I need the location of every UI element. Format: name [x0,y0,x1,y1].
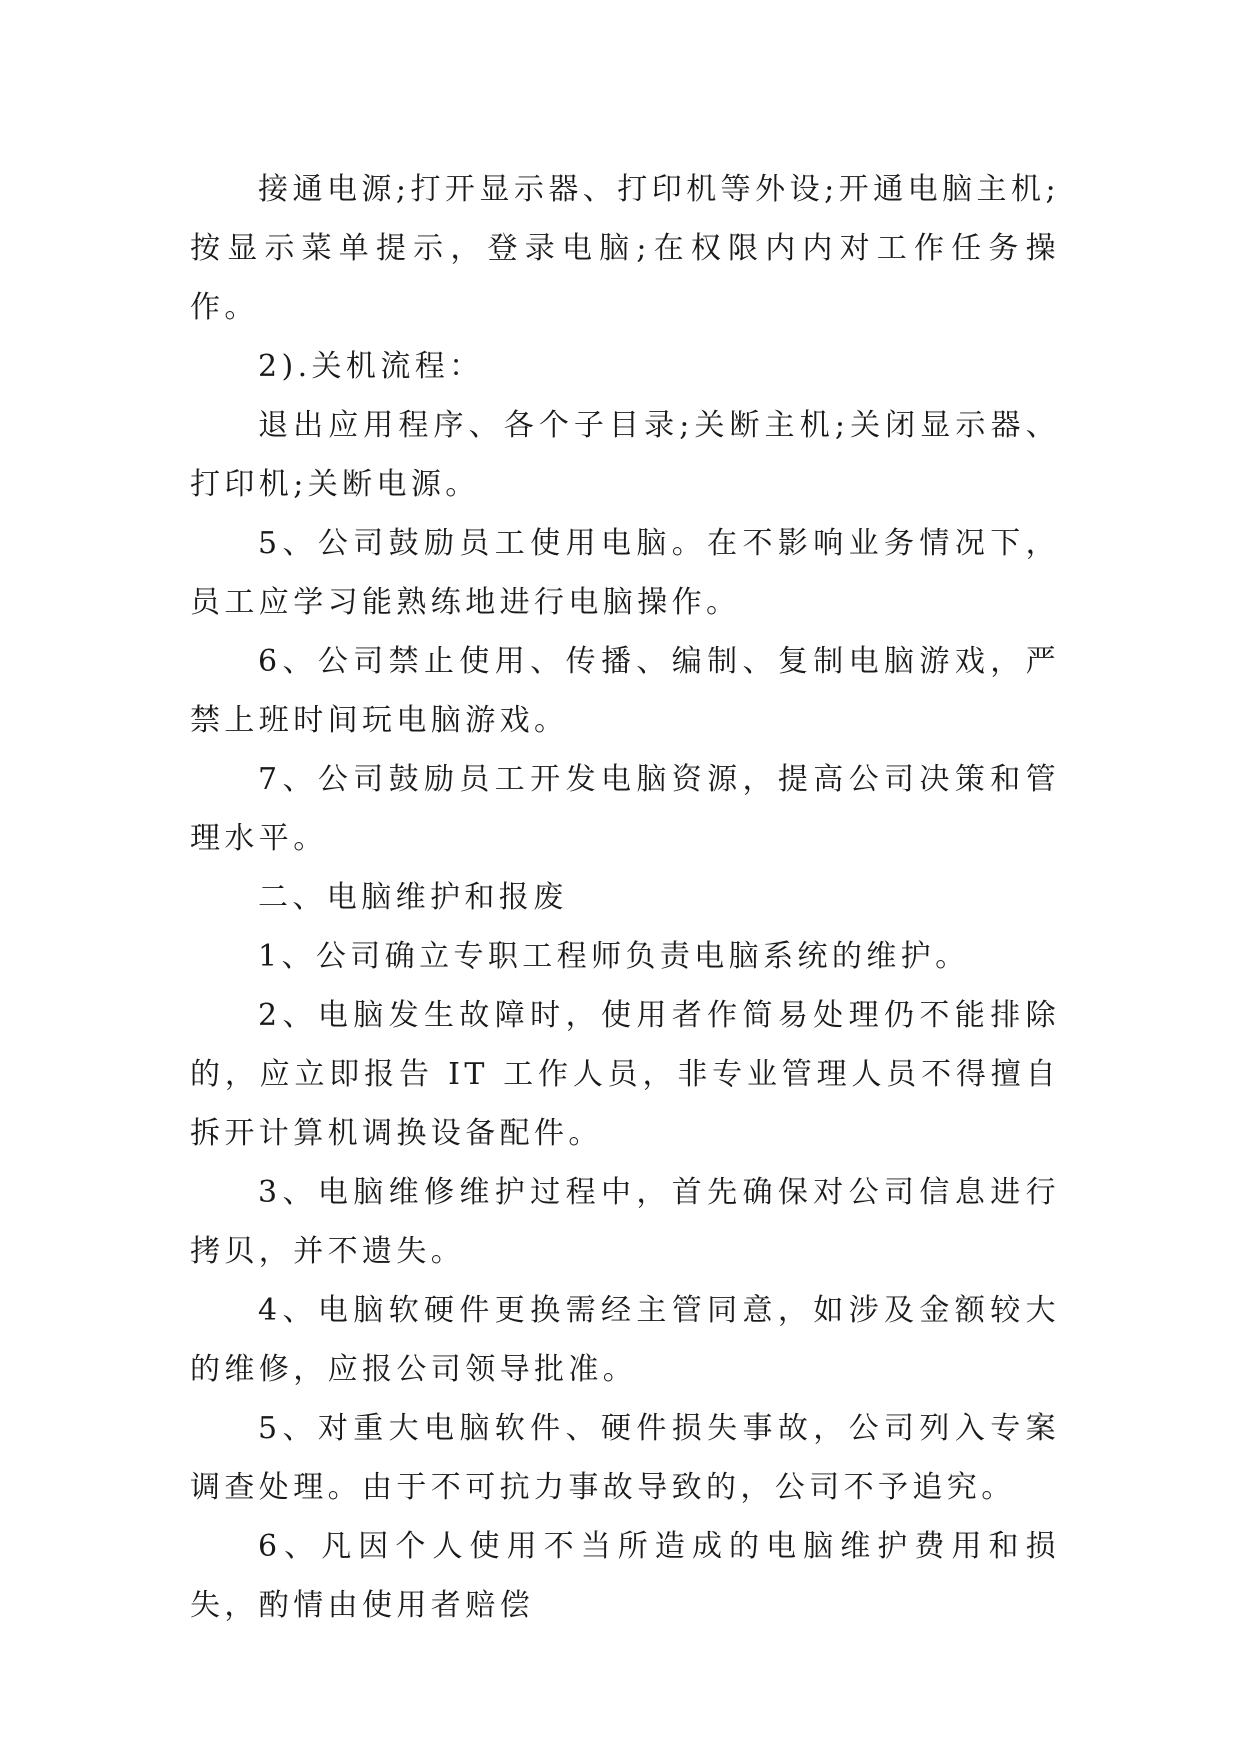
paragraph-shutdown-heading: 2).关机流程： [258,349,484,384]
paragraph-shutdown-steps: 退出应用程序、各个子目录;关断主机;关闭显示器、打印机;关断电源。 [190,408,1060,502]
paragraph-startup-steps: 接通电源;打开显示器、打印机等外设;开通电脑主机;按显示菜单提示，登录电脑;在权限内内对工作任务操作。 [190,172,1060,325]
paragraph-rule-5: 5、公司鼓励员工使用电脑。在不影响业务情况下，员工应学习能熟练地进行电脑操作。 [190,526,1060,620]
paragraph-maintenance-5: 5、对重大电脑软件、硬件损失事故，公司列入专案调查处理。由于不可抗力事故导致的，公司不予追究。 [190,1411,1060,1505]
section-heading-maintenance: 二、电脑维护和报废 [258,880,568,915]
paragraph-maintenance-1: 1、公司确立专职工程师负责电脑系统的维护。 [258,939,970,974]
paragraph-maintenance-4: 4、电脑软硬件更换需经主管同意，如涉及金额较大的维修，应报公司领导批准。 [190,1293,1060,1387]
paragraph-maintenance-2: 2、电脑发生故障时，使用者作简易处理仍不能排除的，应立即报告 IT 工作人员，非专业管理人员不得擅自拆开计算机调换设备配件。 [190,998,1060,1151]
paragraph-maintenance-3: 3、电脑维修维护过程中，首先确保对公司信息进行拷贝，并不遗失。 [190,1175,1060,1269]
paragraph-rule-6: 6、公司禁止使用、传播、编制、复制电脑游戏，严禁上班时间玩电脑游戏。 [190,644,1060,738]
paragraph-maintenance-6: 6、凡因个人使用不当所造成的电脑维护费用和损失，酌情由使用者赔偿 [190,1529,1060,1623]
document-body [190,160,1060,1635]
paragraph-rule-7: 7、公司鼓励员工开发电脑资源，提高公司决策和管理水平。 [190,762,1060,856]
